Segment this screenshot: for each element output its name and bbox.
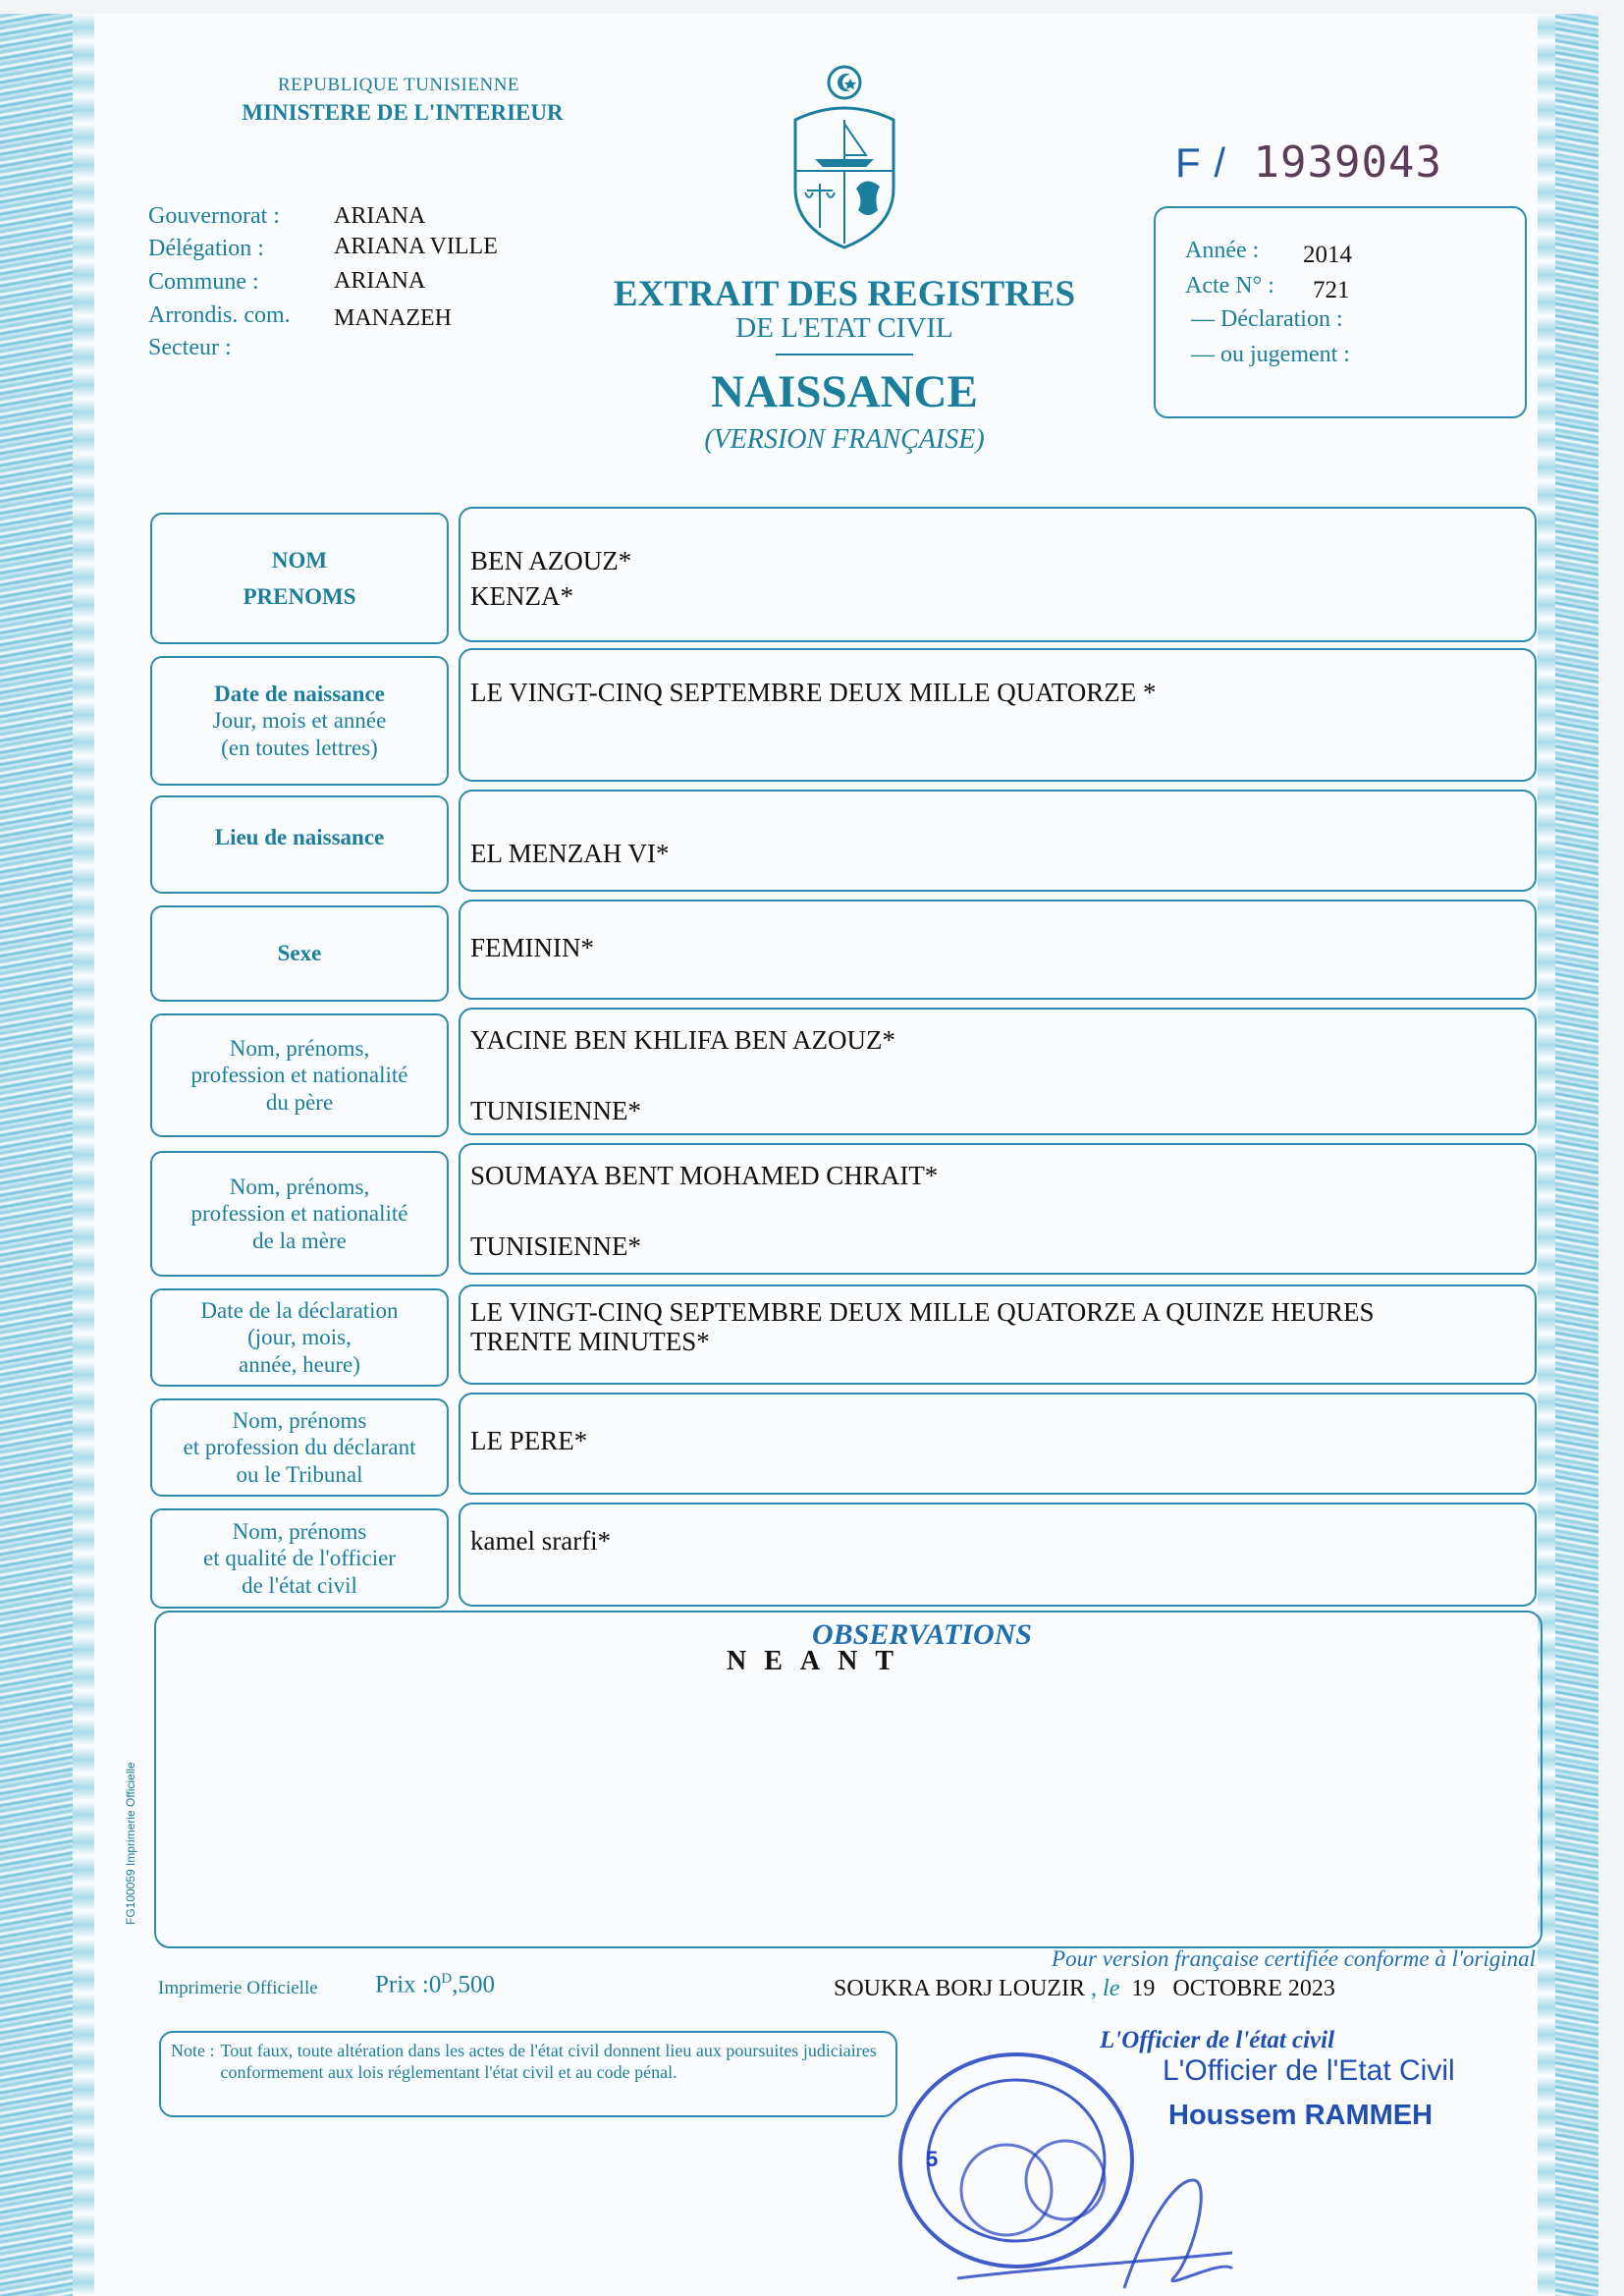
value-declarant (459, 1393, 1537, 1495)
observations-title: OBSERVATIONS (812, 1618, 1032, 1651)
serial-number (1175, 137, 1442, 188)
side-print-label: FG100059 Imprimerie Officielle (124, 1762, 137, 1925)
gouvernorat-value: ARIANA (334, 203, 426, 229)
annee-label: Année : (1185, 238, 1260, 263)
label-declaration (150, 1288, 449, 1387)
acte-label: Acte N° : (1185, 273, 1274, 299)
lieu-date (834, 1976, 1335, 2002)
label-mere-3: de la mère (252, 1228, 347, 1253)
label-officier-3: de l'état civil (242, 1572, 357, 1598)
label-declarant (150, 1398, 449, 1497)
label-sexe: Sexe (150, 905, 449, 1002)
label-pere-1: Nom, prénoms, (229, 1036, 370, 1062)
commune-value: ARIANA (334, 268, 426, 294)
imprimerie-label: Imprimerie Officielle (158, 1978, 318, 1998)
label-declaration-1: Date de la déclaration (200, 1298, 399, 1324)
officier-value: kamel srarfi* (470, 1526, 612, 1556)
label-date-naissance-3: (en toutes lettres) (221, 735, 378, 760)
lieu-value: SOUKRA BORJ LOUZIR (834, 1976, 1086, 2001)
note-label: Note : (171, 2041, 215, 2060)
label-declarant-2: et profession du déclarant (183, 1435, 416, 1460)
jugement-label: — ou jugement : (1191, 342, 1350, 367)
label-officier-1: Nom, prénoms (232, 1519, 367, 1545)
nom-value: BEN AZOUZ* (470, 546, 632, 575)
label-pere-3: du père (265, 1089, 334, 1115)
label-declarant-3: ou le Tribunal (236, 1461, 363, 1487)
label-mere-1: Nom, prénoms, (229, 1175, 370, 1200)
declaration-label: — Déclaration : (1191, 306, 1343, 332)
label-declaration-3: année, heure) (239, 1351, 360, 1377)
label-date-naissance-1: Date de naissance (214, 682, 385, 707)
prix-sup: D (441, 1971, 453, 1987)
arrondissement-label: Arrondis. com. (148, 302, 291, 328)
label-officier-2: et qualité de l'officier (203, 1546, 396, 1571)
pere-nationalite-value: TUNISIENNE* (470, 1095, 641, 1125)
declarant-value: LE PERE* (470, 1426, 588, 1455)
serial-prefix: F / (1175, 139, 1226, 186)
value-sexe (459, 900, 1537, 1000)
note-text: Tout faux, toute altération dans les actes de l'état civil donnent lieu aux poursuites judiciaires conformement aux lois réglementant l'état civil et au code pénal. (220, 2041, 877, 2082)
label-officier (150, 1508, 449, 1609)
observations-value: NEANT (726, 1646, 911, 1676)
secteur-label: Secteur : (148, 335, 232, 360)
label-pere (150, 1013, 449, 1137)
title-extrait: EXTRAIT DES REGISTRES (613, 274, 1076, 314)
date-naissance-value: LE VINGT-CINQ SEPTEMBRE DEUX MILLE QUATORZE * (470, 678, 1157, 707)
acte-box (1154, 206, 1527, 418)
value-date-naissance (459, 648, 1537, 782)
commune-label: Commune : (148, 269, 259, 295)
label-prenoms: PRENOMS (243, 584, 356, 609)
prix-label (375, 1971, 495, 1998)
gouvernorat-label: Gouvernorat : (148, 203, 280, 229)
officier-title: L'Officier de l'état civil (1100, 2027, 1335, 2053)
label-lieu-naissance: Lieu de naissance (150, 795, 449, 894)
label-mere-2: profession et nationalité (190, 1201, 408, 1227)
title-divider (776, 354, 913, 355)
delegation-label: Délégation : (148, 236, 264, 261)
label-date-naissance-2: Jour, mois et année (212, 708, 387, 734)
guilloche-border-right (1538, 14, 1598, 2296)
value-mere (459, 1143, 1537, 1275)
ministere-label: MINISTERE DE L'INTERIEUR (242, 100, 564, 125)
value-pere (459, 1008, 1537, 1135)
annee-value: 2014 (1303, 242, 1352, 268)
delegation-value: ARIANA VILLE (334, 234, 498, 259)
value-declaration (459, 1285, 1537, 1385)
title-etat-civil: DE L'ETAT CIVIL (735, 312, 953, 344)
title-version: (VERSION FRANÇAISE) (704, 424, 985, 455)
date-rest: OCTOBRE 2023 (1172, 1976, 1335, 2001)
acte-value: 721 (1313, 277, 1350, 303)
arrondissement-value: MANAZEH (334, 305, 452, 331)
label-date-naissance (150, 656, 449, 786)
serial-value: 1939043 (1253, 137, 1442, 188)
label-nom: NOM (271, 547, 328, 573)
value-lieu-naissance (459, 790, 1537, 892)
prenoms-value: KENZA* (470, 580, 573, 611)
mere-nom-value: SOUMAYA BENT MOHAMED CHRAIT* (470, 1161, 939, 1190)
sexe-value: FEMININ* (470, 933, 594, 962)
label-pere-2: profession et nationalité (190, 1063, 408, 1088)
lieu-naissance-value: EL MENZAH VI* (470, 839, 670, 868)
guilloche-border-left (0, 14, 94, 2296)
pere-nom-value: YACINE BEN KHLIFA BEN AZOUZ* (470, 1025, 895, 1055)
coat-of-arms-icon (776, 61, 913, 257)
note-box (159, 2031, 897, 2117)
value-nom-prenoms (459, 507, 1537, 642)
republique-label: REPUBLIQUE TUNISIENNE (277, 75, 520, 95)
prix-main: 0 (428, 1971, 442, 1998)
officier-name: Houssem RAMMEH (1168, 2100, 1434, 2131)
label-nom-prenoms (150, 513, 449, 644)
prix-text: Prix : (375, 1971, 429, 1998)
officier-stamp-text: L'Officier de l'Etat Civil (1163, 2054, 1455, 2087)
label-declarant-1: Nom, prénoms (232, 1408, 367, 1434)
label-mere (150, 1151, 449, 1277)
prix-rest: ,500 (452, 1971, 495, 1998)
label-declaration-2: (jour, mois, (247, 1325, 352, 1350)
title-naissance: NAISSANCE (711, 366, 978, 417)
declaration-line-1: LE VINGT-CINQ SEPTEMBRE DEUX MILLE QUATORZE A QUINZE HEURES (470, 1297, 1375, 1327)
declaration-line-2: TRENTE MINUTES* (470, 1326, 710, 1356)
date-day: 19 (1131, 1976, 1156, 2001)
lieu-le: , le (1091, 1976, 1120, 2001)
certification-text: Pour version française certifiée conforme à l'original (1052, 1946, 1536, 1971)
stamp-number: 5 (926, 2147, 939, 2171)
mere-nationalite-value: TUNISIENNE* (470, 1230, 641, 1261)
value-officier (459, 1503, 1537, 1607)
